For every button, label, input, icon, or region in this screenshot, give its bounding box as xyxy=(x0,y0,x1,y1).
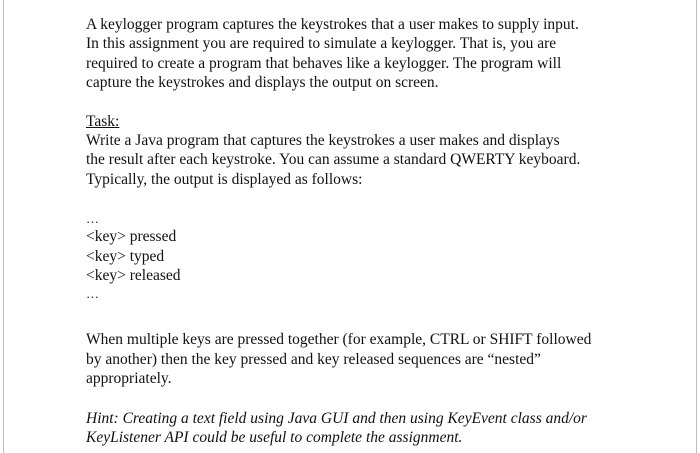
nested-line: When multiple keys are pressed together (for example, CTRL or SHIFT followed xyxy=(86,331,592,349)
ellipsis-top: … xyxy=(86,211,99,227)
page-right-border xyxy=(696,0,697,453)
page-left-border xyxy=(3,0,4,453)
intro-line: In this assignment you are required to simulate a keylogger. That is, you are xyxy=(86,35,557,53)
task-heading: Task: xyxy=(86,112,120,130)
nested-line: by another) then the key pressed and key released sequences are “nested” xyxy=(86,350,541,368)
hint-line: Hint: Creating a text field using Java GUI and then using KeyEvent class and/or xyxy=(86,409,587,427)
hint-paragraph xyxy=(86,409,646,448)
output-example xyxy=(86,210,646,302)
intro-paragraph xyxy=(86,15,646,93)
ellipsis-bottom: … xyxy=(86,286,99,302)
output-line-pressed: <key> pressed xyxy=(86,228,177,246)
task-line: the result after each keystroke. You can assume a standard QWERTY keyboard. xyxy=(86,151,581,169)
task-line: Typically, the output is displayed as follows: xyxy=(86,170,363,188)
nested-paragraph xyxy=(86,330,646,388)
intro-line: A keylogger program captures the keystrokes that a user makes to supply input. xyxy=(86,16,579,33)
task-paragraph xyxy=(86,112,646,190)
output-line-released: <key> released xyxy=(86,267,181,285)
intro-line: capture the keystrokes and displays the output on screen. xyxy=(86,74,439,92)
intro-line: required to create a program that behaves like a keylogger. The program will xyxy=(86,54,562,72)
output-line-typed: <key> typed xyxy=(86,247,165,265)
task-line: Write a Java program that captures the keystrokes a user makes and displays xyxy=(86,132,560,150)
nested-line: appropriately. xyxy=(86,370,172,388)
assignment-text xyxy=(86,15,646,448)
hint-line: KeyListener API could be useful to complete the assignment. xyxy=(86,429,463,447)
